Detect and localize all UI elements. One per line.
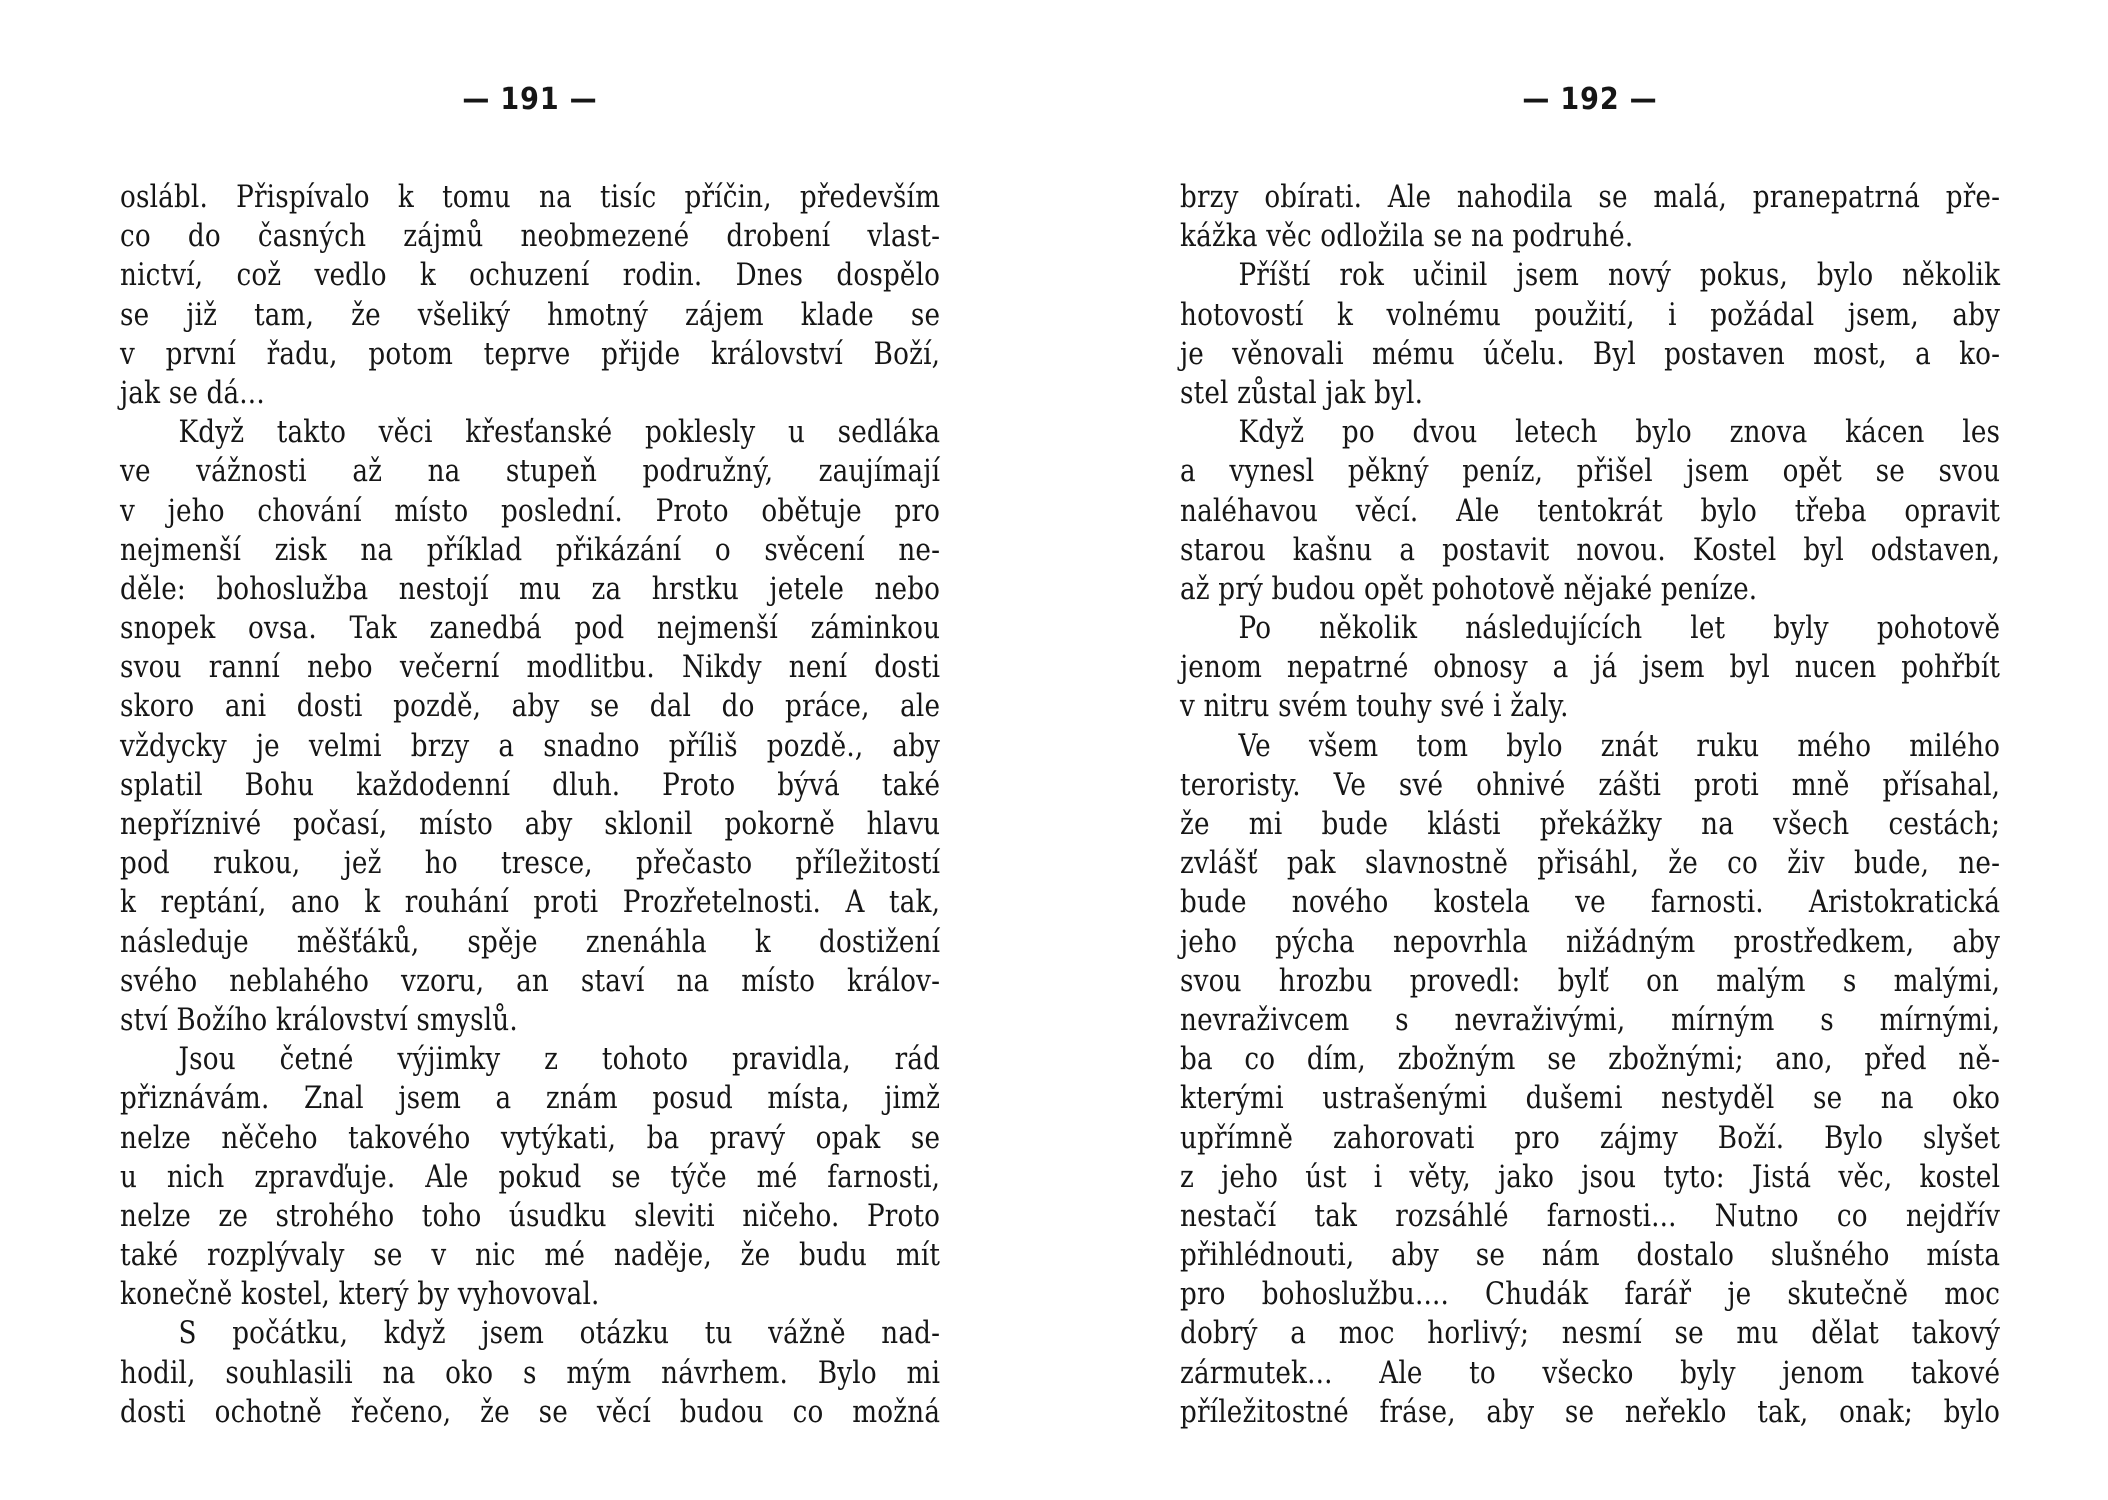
text-line: nelze něčeho takového vytýkati, ba pravý opak se (120, 1120, 941, 1156)
text-line: snopek ovsa. Tak zanedbá pod nejmenší záminkou (120, 611, 941, 647)
text-line: svého neblahého vzoru, an staví na místo králov- (120, 963, 941, 999)
text-line: k reptání, ano k rouhání proti Prozřetelnosti. A tak, (120, 885, 941, 921)
text-line: oslábl. Přispívalo k tomu na tisíc příčin, především (120, 180, 941, 215)
page-number-value: 191 (500, 82, 560, 117)
text-line: S počátku, když jsem otázku tu vážně nad- (178, 1316, 941, 1352)
text-line: příležitostné fráse, aby se neřeklo tak, onak; bylo (1180, 1394, 2001, 1430)
text-line: že mi bude klásti překážky na všech cestách; (1180, 807, 2001, 842)
text-line: následuje měšťáků, spěje znenáhla k dostižení (120, 924, 941, 960)
text-line: Když po dvou letech bylo znova kácen les (1238, 415, 2001, 451)
text-line: hotovostí k volnému použití, i požádal jsem, aby (1180, 297, 2001, 333)
text-line: kterými ustrašenými dušemi nestyděl se na oko (1180, 1081, 2001, 1117)
text-line: dosti ochotně řečeno, že se věcí budou co možná (120, 1394, 941, 1430)
text-line: naléhavou věcí. Ale tentokrát bylo třeba opravit (1180, 493, 2001, 529)
text-line: svou hrozbu provedl: bylť on malým s malými, (1180, 963, 2001, 999)
text-line: dobrý a moc horlivý; nesmí se mu dělat takový (1180, 1316, 2001, 1352)
text-line: pro bohoslužbu.... Chudák farář je skutečně moc (1180, 1277, 2001, 1313)
text-line: jak se dá... (120, 375, 265, 411)
page-text-right (1180, 178, 2000, 1432)
text-line: pod rukou, jež ho tresce, přečasto příležitostí (120, 846, 941, 882)
text-line: vždycky je velmi brzy a snadno příliš pozdě., aby (120, 728, 941, 764)
text-line: nepříznivé počasí, místo aby sklonil pokorně hlavu (120, 807, 941, 842)
text-line: Ve všem tom bylo znát ruku mého milého (1238, 728, 2001, 764)
text-line: Když takto věci křesťanské poklesly u sedláka (178, 415, 941, 451)
left-page (120, 0, 940, 1500)
text-line: přihlédnouti, aby se nám dostalo slušného místa (1180, 1238, 2001, 1274)
page-text-left (120, 178, 940, 1432)
text-line: splatil Bohu každodenní dluh. Proto bývá také (120, 767, 941, 803)
text-line: zármutek... Ale to všecko byly jenom takové (1180, 1355, 2001, 1391)
text-line: bude nového kostela ve farnosti. Aristokratická (1180, 885, 2001, 921)
text-line: ba co dím, zbožným se zbožnými; ano, před ně- (1180, 1042, 2001, 1078)
text-line: skoro ani dosti pozdě, aby se dal do práce, ale (120, 689, 941, 725)
text-line: v jeho chování místo poslední. Proto obětuje pro (120, 493, 941, 529)
text-line: Po několik následujících let byly pohotově (1238, 611, 2001, 647)
dash-right: — (569, 82, 598, 117)
text-line: v první řadu, potom teprve přijde království Boží, (120, 336, 941, 372)
text-line: kážka věc odložila se na podruhé. (1180, 219, 1634, 255)
text-line: teroristy. Ve své ohnivé zášti proti mně přísahal, (1180, 767, 2001, 803)
text-line: konečně kostel, který by vyhovoval. (120, 1277, 600, 1313)
text-line: děle: bohoslužba nestojí mu za hrstku jetele nebo (120, 571, 941, 607)
text-line: Jsou četné výjimky z tohoto pravidla, rád (178, 1042, 941, 1078)
text-line: ství Božího království smyslů. (120, 1002, 518, 1038)
text-line: nictví, což vedlo k ochuzení rodin. Dnes dospělo (120, 258, 941, 294)
text-line: také rozplývaly se v nic mé naděje, že budu mít (120, 1238, 941, 1274)
dash-left: — (462, 82, 491, 117)
text-line: nejmenší zisk na příklad přikázání o svěcení ne- (120, 532, 941, 568)
dash-right: — (1629, 82, 1658, 117)
text-line: nestačí tak rozsáhlé farnosti... Nutno co nejdřív (1180, 1198, 2001, 1234)
text-line: je věnovali mému účelu. Byl postaven most, a ko- (1180, 336, 2001, 372)
text-line: jenom nepatrné obnosy a já jsem byl nucen pohřbít (1180, 650, 2001, 686)
text-line: zvlášť pak slavnostně přisáhl, že co živ bude, ne- (1180, 846, 2001, 882)
text-line: z jeho úst i věty, jako jsou tyto: Jistá věc, kostel (1180, 1159, 2001, 1195)
page-number-right (1180, 80, 2000, 120)
text-line: starou kašnu a postavit novou. Kostel byl odstaven, (1180, 532, 2001, 568)
text-line: v nitru svém touhy své i žaly. (1180, 689, 1569, 725)
text-line: nelze ze strohého toho úsudku sleviti ničeho. Proto (120, 1198, 941, 1234)
text-line: a vynesl pěkný peníz, přišel jsem opět se svou (1180, 454, 2001, 490)
text-line: upřímně zahorovati pro zájmy Boží. Bylo slyšet (1180, 1120, 2001, 1156)
text-line: nevraživcem s nevraživými, mírným s mírnými, (1180, 1002, 2001, 1038)
text-line: stel zůstal jak byl. (1180, 375, 1424, 411)
text-line: u nich zpravďuje. Ale pokud se týče mé farnosti, (120, 1159, 941, 1195)
dash-left: — (1522, 82, 1551, 117)
right-page (1180, 0, 2000, 1500)
text-line: hodil, souhlasili na oko s mým návrhem. Bylo mi (120, 1355, 941, 1391)
text-line: se již tam, že všeliký hmotný zájem klade se (120, 297, 941, 333)
text-line: až prý budou opět pohotově nějaké peníze. (1180, 571, 1758, 607)
text-line: jeho pýcha nepovrhla nižádným prostředkem, aby (1180, 924, 2001, 960)
text-line: svou ranní nebo večerní modlitbu. Nikdy není dosti (120, 650, 941, 686)
text-line: ve vážnosti až na stupeň podružný, zaujímají (120, 454, 941, 490)
text-line: co do časných zájmů neobmezené drobení vlast- (120, 219, 941, 255)
page-number-value: 192 (1560, 82, 1620, 117)
text-line: brzy obírati. Ale nahodila se malá, pranepatrná pře- (1180, 180, 2001, 215)
text-line: přiznávám. Znal jsem a znám posud místa, jimž (120, 1081, 941, 1117)
text-line: Příští rok učinil jsem nový pokus, bylo několik (1238, 258, 2001, 294)
page-number-left (120, 80, 940, 120)
